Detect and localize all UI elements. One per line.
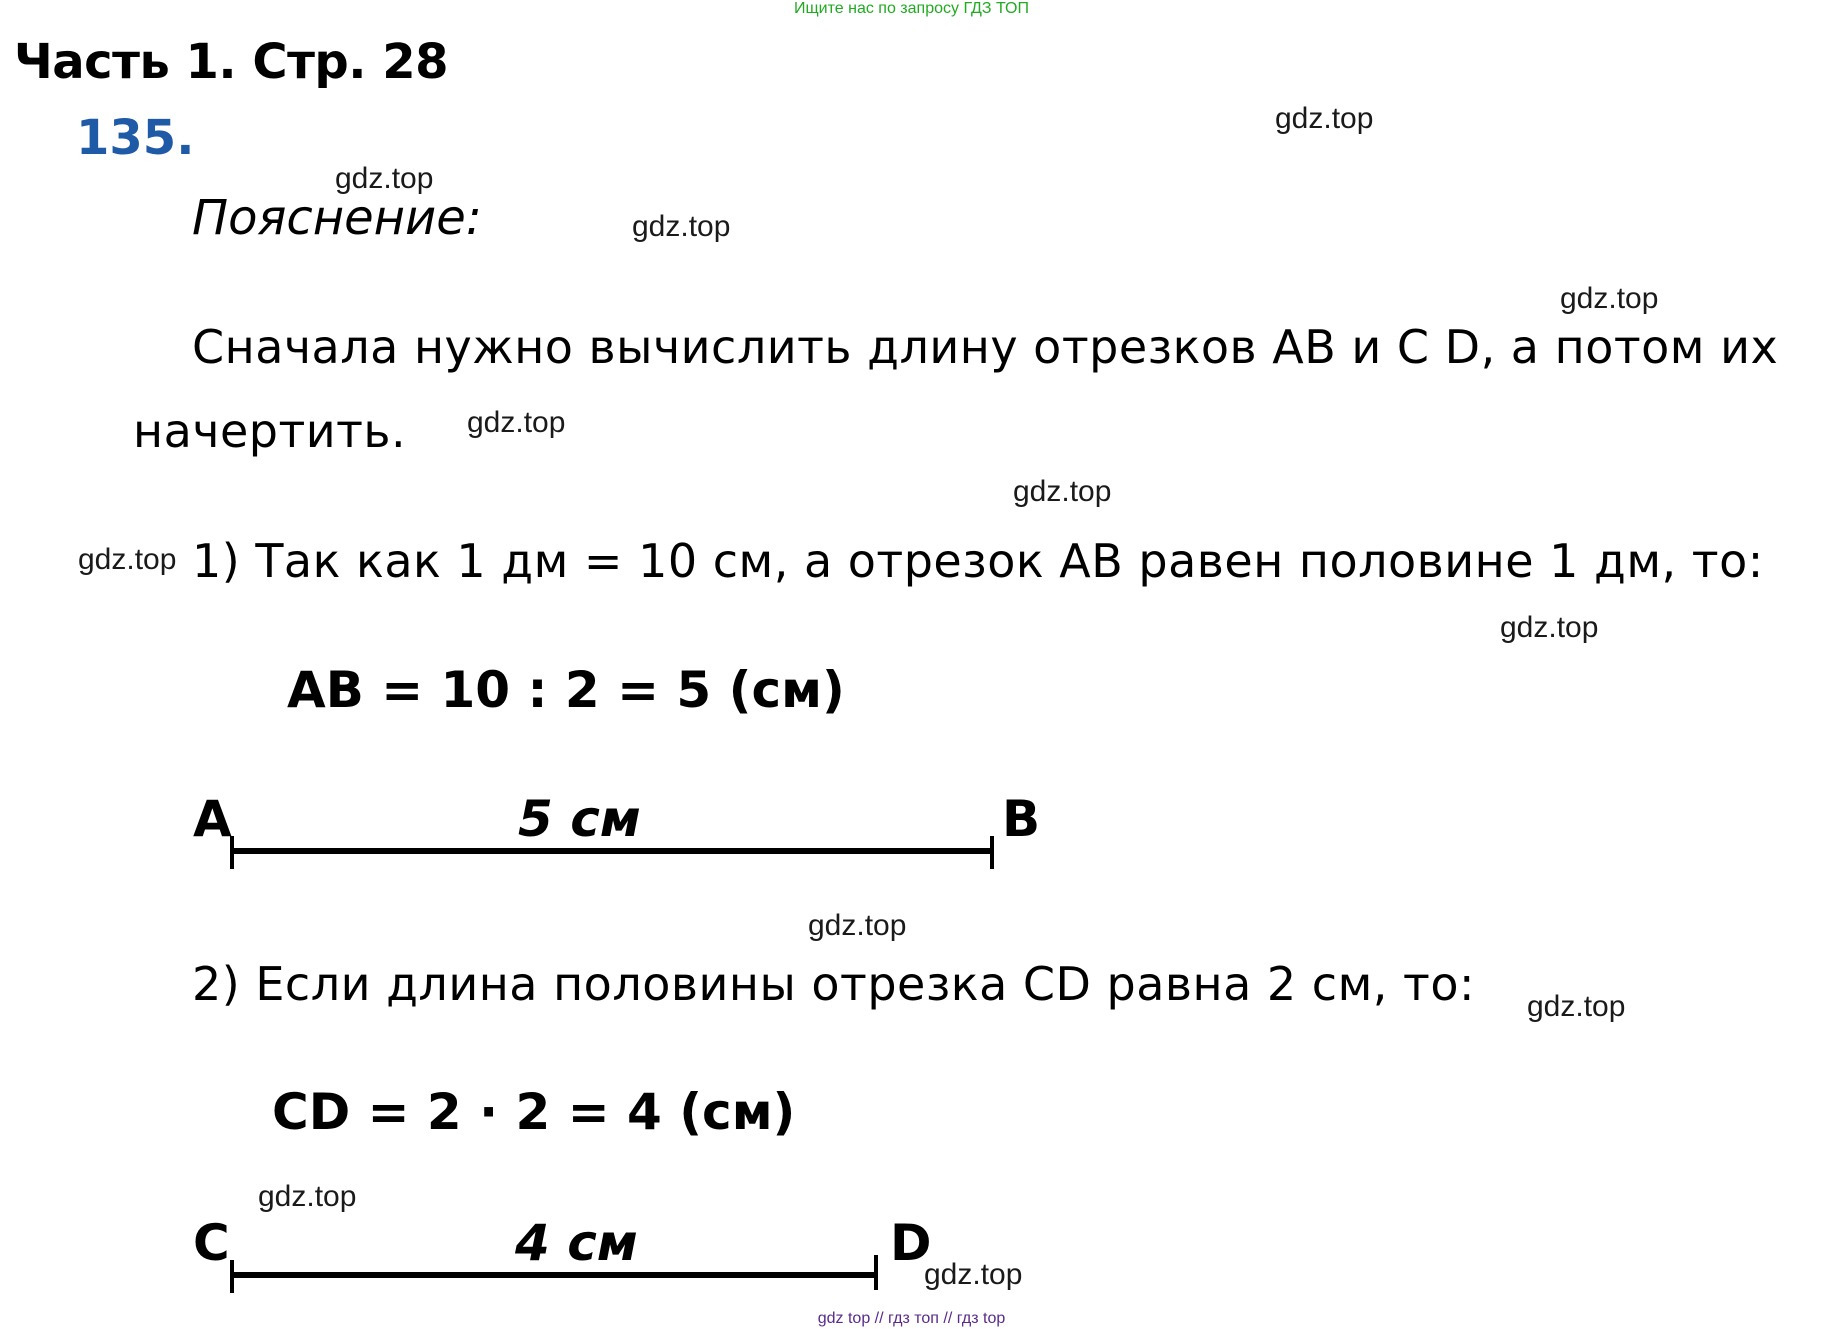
watermark: gdz.top [335, 162, 434, 195]
top-banner: Ищите нас по запросу ГДЗ ТОП [794, 0, 1029, 17]
page-title: Часть 1. Стр. 28 [14, 34, 449, 90]
intro-line-1: Сначала нужно вычислить длину отрезков AB и C D, а потом их [192, 320, 1779, 374]
point-c-label: C [193, 1214, 230, 1272]
point-b-label: B [1002, 790, 1041, 848]
step-1-text: 1) Так как 1 дм = 10 см, а отрезок AB равен половине 1 дм, то: [192, 534, 1764, 588]
intro-line-2: начертить. [133, 404, 407, 458]
step-2-text: 2) Если длина половины отрезка CD равна 2 см, то: [192, 957, 1475, 1011]
watermark: gdz.top [78, 543, 177, 576]
watermark: gdz.top [1560, 282, 1659, 315]
footer-separator: // [874, 1310, 884, 1327]
watermark: gdz.top [1013, 475, 1112, 508]
explanation-heading: Пояснение: [192, 190, 482, 246]
segment-ab-length: 5 см [518, 790, 641, 848]
watermark: gdz.top [924, 1258, 1023, 1291]
formula-ab: AB = 10 : 2 = 5 (см) [287, 661, 845, 719]
footer-link-gdz-top[interactable]: gdz top [817, 1310, 871, 1327]
footer-separator: // [943, 1310, 953, 1327]
point-d-label: D [890, 1214, 932, 1272]
segment-cd-length: 4 см [515, 1214, 638, 1272]
watermark: gdz.top [1527, 990, 1626, 1023]
footer-link-gdz-top-mixed[interactable]: гдз top [956, 1310, 1006, 1327]
watermark: gdz.top [808, 909, 907, 942]
task-number: 135. [76, 110, 195, 166]
footer-link-gdz-top-ru[interactable]: гдз топ [888, 1310, 939, 1327]
watermark: gdz.top [258, 1180, 357, 1213]
footer-links [0, 1310, 1823, 1328]
watermark: gdz.top [632, 210, 731, 243]
point-a-label: A [193, 790, 232, 848]
formula-cd: CD = 2 · 2 = 4 (см) [272, 1083, 796, 1141]
watermark: gdz.top [1275, 102, 1374, 135]
watermark: gdz.top [1500, 611, 1599, 644]
watermark: gdz.top [467, 406, 566, 439]
